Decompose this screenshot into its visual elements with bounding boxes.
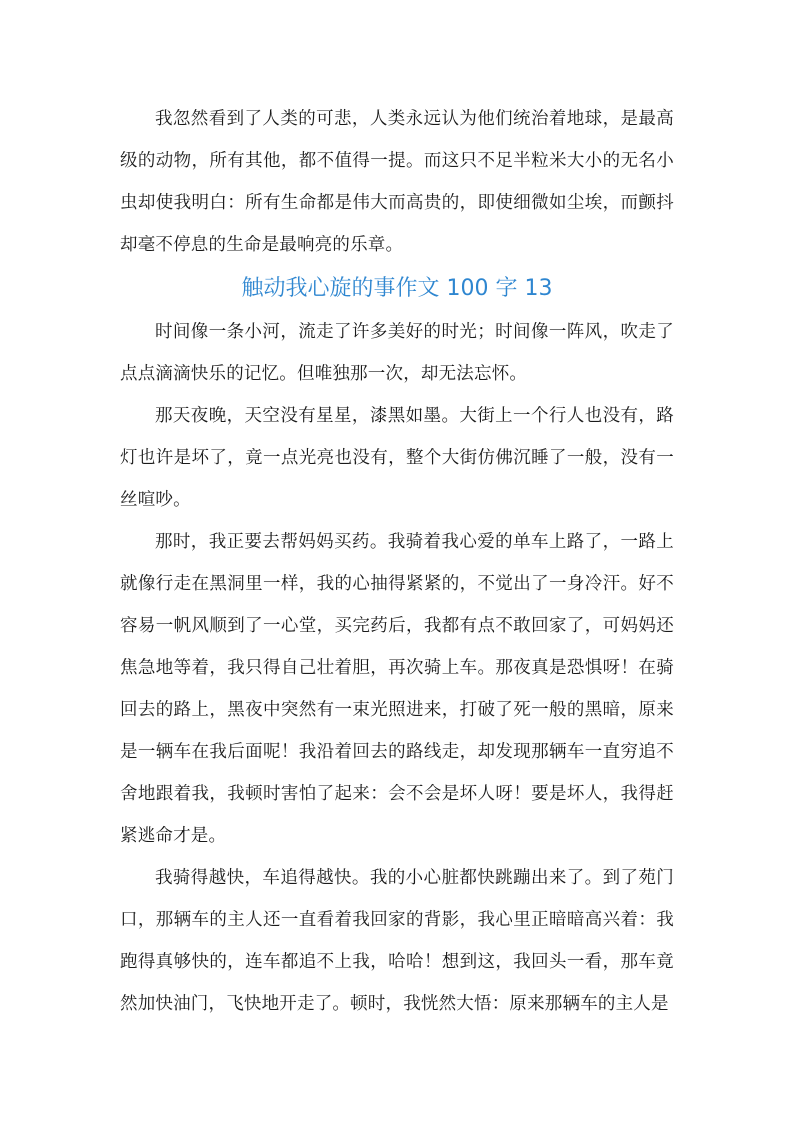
essay-paragraph-1: 时间像一条小河，流走了许多美好的时光；时间像一阵风，吹走了点点滴滴快乐的记忆。但唯独那一次，却无法忘怀。 (120, 322, 674, 384)
essay-paragraph-4: 我骑得越快，车追得越快。我的小心脏都快跳蹦出来了。到了苑门口，那辆车的主人还一直看着我回家的背影，我心里正暗暗高兴着：我跑得真够快的，连车都追不上我，哈哈！想到这，我回头一看，那车竟然加快油门，飞快地开走了。顿时，我恍然大悟：原来那辆车的主人是 (120, 868, 674, 1014)
document-page (120, 98, 674, 1025)
intro-paragraph: 我忽然看到了人类的可悲，人类永远认为他们统治着地球，是最高级的动物，所有其他，都不值得一提。而这只不足半粒米大小的无名小虫却使我明白：所有生命都是伟大而高贵的，即使细微如尘埃，而颤抖却毫不停息的生命是最响亮的乐章。 (120, 109, 674, 255)
essay-paragraph-3: 那时，我正要去帮妈妈买药。我骑着我心爱的单车上路了，一路上就像行走在黑洞里一样，我的心抽得紧紧的，不觉出了一身冷汗。好不容易一帆风顺到了一心堂，买完药后，我都有点不敢回家了，可妈妈还焦急地等着，我只得自己壮着胆，再次骑上车。那夜真是恐惧呀！在骑回去的路上，黑夜中突然有一束光照进来，打破了死一般的黑暗，原来是一辆车在我后面呢！我沿着回去的路线走，却发现那辆车一直穷追不舍地跟着我，我顿时害怕了起来：会不会是坏人呀！要是坏人，我得赶紧逃命才是。 (120, 532, 674, 846)
essay-heading: 触动我心旋的事作文 100 字 13 (241, 276, 553, 301)
essay-paragraph-2: 那天夜晚，天空没有星星，漆黑如墨。大街上一个行人也没有，路灯也许是坏了，竟一点光亮也没有，整个大街仿佛沉睡了一般，没有一丝喧吵。 (120, 406, 674, 510)
